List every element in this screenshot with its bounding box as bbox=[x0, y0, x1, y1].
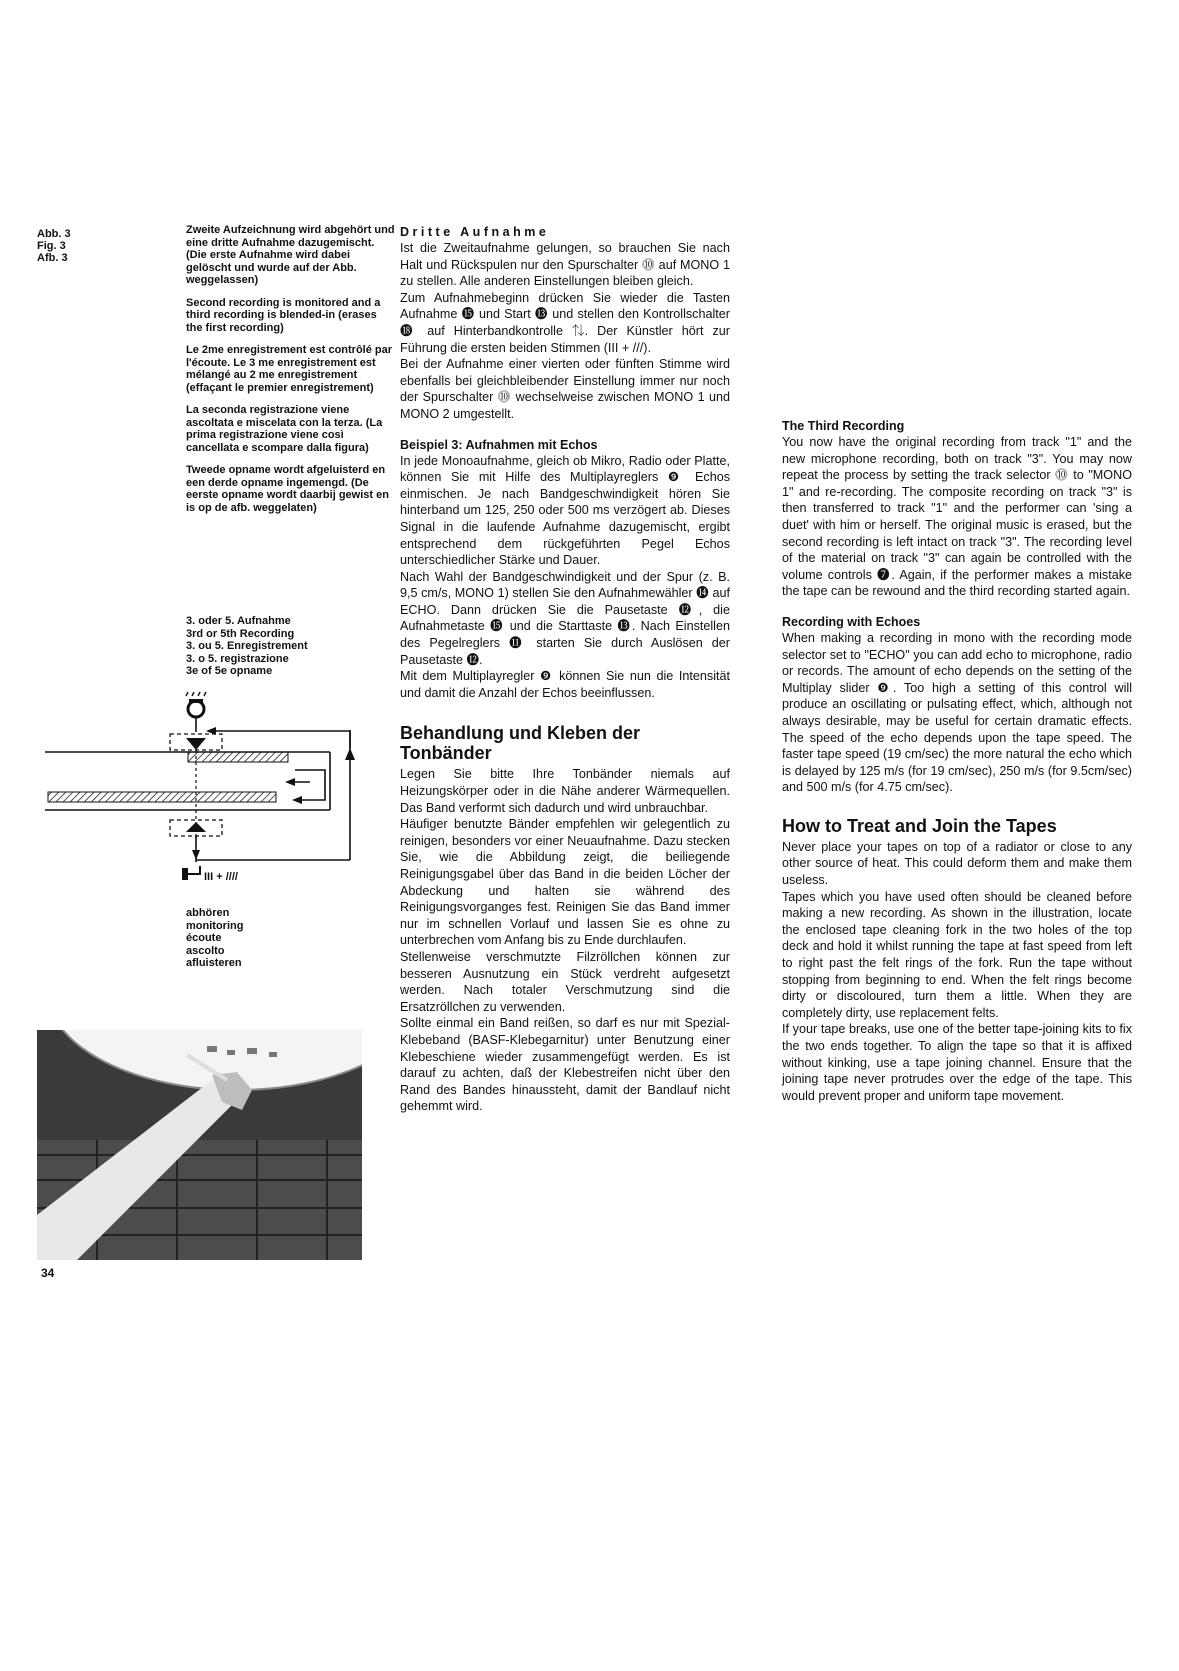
monitor-label-en: monitoring bbox=[186, 919, 244, 932]
monitor-label-it: ascolto bbox=[186, 944, 225, 957]
monitor-label-nl: afluisteren bbox=[186, 957, 242, 969]
section-heading-echo-en: Recording with Echoes bbox=[782, 614, 921, 629]
track-label-fr: 3. ou 5. Enregistrement bbox=[186, 640, 308, 652]
paragraph: Bei der Aufnahme einer vierten oder fünften Stimme wird ebenfalls bei gleichbleibender Einstellung immer nur noch der Spurschalter ⓾ wechselweise zwischen MONO 1 und MONO 2 umgestellt. bbox=[400, 357, 730, 421]
headphones-icon bbox=[182, 866, 200, 880]
track-label-it: 3. o 5. registrazione bbox=[186, 652, 289, 665]
section-heading-tapes-de: Behandlung und Kleben der Tonbänder bbox=[400, 723, 641, 764]
page-number: 34 bbox=[41, 1266, 55, 1280]
figure-label bbox=[37, 228, 97, 264]
track-labels bbox=[186, 615, 396, 678]
paragraph: Stellenweise verschmutzte Filzröllchen können zur besseren Ausnutzung ein Stück verdreht aufgesetzt werden. Nach totaler Verschmutzung sind die Ersatzröllchen zu verwenden. bbox=[400, 949, 730, 1014]
track-label-de: 3. oder 5. Aufnahme bbox=[186, 615, 291, 627]
caption-de: Zweite Aufzeichnung wird abgehört und eine dritte Aufnahme dazugemischt. (Die erste Aufnahme wird dabei gelöscht und wurde auf der Abb. weggelassen) bbox=[186, 224, 395, 286]
section-heading-third-recording-de: Dritte Aufnahme bbox=[400, 225, 550, 239]
monitor-label-fr: écoute bbox=[186, 932, 222, 944]
paragraph: You now have the original recording from track "1" and the new microphone recording, both on track "3". You may now repeat the process by setting the track selector ⓾ to "MONO 1" and re-recording. The composite recording on track "3" is then transferred to track "1" and the performer can 'sing a duet' with him or herself. The original music is erased, but the second recording is left intact on track "3". The recording level of the material on track "3" can again be controlled with the volume controls ❼. Again, if the performer makes a mistake the tape can be rewound and the third recording started again. bbox=[782, 435, 1132, 599]
monitor-label-de: abhören bbox=[186, 907, 230, 919]
paragraph: Ist die Zweitaufnahme gelungen, so brauchen Sie nach Halt und Rückspulen nur den Spurschalter ⓾ auf MONO 1 zu stellen. Alle anderen Einstellungen bleiben gleich. bbox=[400, 241, 730, 289]
section-heading-echo-de: Beispiel 3: Aufnahmen mit Echos bbox=[400, 437, 598, 452]
track-label-en: 3rd or 5th Recording bbox=[186, 627, 295, 640]
paragraph: Zum Aufnahmebeginn drücken Sie wieder die Tasten Aufnahme ⓯ und Start ⓭ und stellen den Kontrollschalter ⓲ auf Hinterbandkontrolle ⇅. Der Künstler hört zur Führung die ersten beiden Stimmen (III + ///). bbox=[400, 290, 730, 355]
track-strip-upper bbox=[188, 752, 288, 762]
english-column bbox=[782, 418, 1132, 1104]
paragraph: Never place your tapes on top of a radiator or close to any other source of heat. This could deform them and make them useless. bbox=[782, 839, 1132, 888]
paragraph: Sollte einmal ein Band reißen, so darf es nur mit Spezial-Klebeband (BASF-Klebegarnitur) unter Benutzung einer Klebeschiene wieder zusammengefügt werden. Es ist darauf zu achten, daß der Klebestreifen nicht über den Rand des Bandes hinaussteht, damit der Bandlauf nicht gehemmt wird. bbox=[400, 1016, 730, 1114]
caption-nl: Tweede opname wordt afgeluisterd en een derde opname ingemengd. (De eerste opname wordt daarbij gewist en is op de afb. weggelaten) bbox=[186, 464, 389, 514]
section-heading-tapes-en: How to Treat and Join the Tapes bbox=[782, 815, 1057, 836]
german-column bbox=[400, 224, 730, 1115]
tape-cleaning-photo bbox=[37, 1030, 362, 1260]
figure-label-nl: Afb. 3 bbox=[37, 252, 68, 264]
figure-label-de: Abb. 3 bbox=[37, 228, 71, 240]
section-heading-third-recording-en: The Third Recording bbox=[782, 419, 905, 433]
paragraph: If your tape breaks, use one of the better tape-joining kits to fix the two ends together. To align the tape so that it is affixed without kinking, use a tape joining channel. Ensure that the joining tape never protrudes over the edge of the tape. This would prevent proper and uniform tape movement. bbox=[782, 1022, 1132, 1103]
caption-en: Second recording is monitored and a third recording is blended-in (erases the first recording) bbox=[186, 296, 381, 334]
paragraph: Häufiger benutzte Bänder empfehlen wir gelegentlich zu reinigen, besonders vor einer Neuaufnahme. Dazu stecken Sie, wie die Abbildung zeigt, die beiliegende Reinigungsgabel über das Band in die beiden Löcher der Abdeckung und halten sie während des Reinigungsvorganges fest. Reinigen Sie das Band immer nur im schnellen Vorlauf und lassen Sie es ohne zu unterbrechen vom Anfang bis zu Ende durchlaufen. bbox=[400, 817, 730, 948]
tape-track-diagram bbox=[40, 690, 390, 900]
paragraph: When making a recording in mono with the recording mode selector set to "ECHO" you can add echo to microphone, radio or records. The amount of echo depends on the setting of the Multiplay slider ❾. Too high a setting of this control will produce an oscillating or pulsating effect, which, although not always desirable, may be useful for certain dramatic effects. The speed of the echo depends upon the tape speed. The faster tape speed (19 cm/sec) the more natural the echo which is delayed by 125 m/s (for 19 cm/sec), 250 m/s (for 9.5cm/sec) and 500 m/s (for 4.75 cm/sec). bbox=[782, 630, 1132, 795]
caption-it: La seconda registrazione viene ascoltata e miscelata con la terza. (La prima registrazione viene così cancellata e scompare dalla figura) bbox=[186, 404, 383, 454]
paragraph: In jede Monoaufnahme, gleich ob Mikro, Radio oder Platte, können Sie mit Hilfe des Multiplayreglers ❾ Echos einmischen. Je nach Bandgeschwindigkeit hören Sie hinterband um 125, 250 oder 500 ms verzögert ab. Dieses Signal in die laufende Aufnahme dazugemischt, ergibt entsprechend dem rückgeführten Pegel Echos unterschiedlicher Stärke und Dauer. bbox=[400, 453, 730, 568]
figure-label-en: Fig. 3 bbox=[37, 240, 66, 252]
paragraph: Nach Wahl der Bandgeschwindigkeit und der Spur (z. B. 9,5 cm/s, MONO 1) stellen Sie den Aufnahmewähler ⓮ auf ECHO. Dann drücken Sie die Pausetaste ⓬, die Aufnahmetaste ⓯ und die Starttaste ⓭. Nach Einstellen des Pegelreglers ⓫ starten Sie durch Auslösen der Pausetaste ⓬. bbox=[400, 569, 730, 667]
paragraph: Legen Sie bitte Ihre Tonbänder niemals auf Heizungskörper oder in die Nähe anderer Wärmequellen. Das Band verformt sich dadurch und wird unbrauchbar. bbox=[400, 767, 730, 815]
track-strip-lower bbox=[48, 792, 276, 802]
paragraph: Mit dem Multiplayregler ❾ können Sie nun die Intensität und damit die Anzahl der Echos beeinflussen. bbox=[400, 669, 730, 700]
figure-captions bbox=[186, 224, 396, 524]
paragraph: Tapes which you have used often should be cleaned before making a new recording. As shown in the illustration, locate the enclosed tape cleaning fork in the two holes of the top deck and hold it whilst running the tape at fast speed from left to right past the felt rings of the fork. Run the tape without stopping from beginning to end. When the felt rings become dirty or discoloured, turn them a little. When they are completely dirty, use replacement felts. bbox=[782, 889, 1132, 1020]
microphone-icon bbox=[186, 692, 206, 717]
caption-fr: Le 2me enregistrement est contrôlé par l'écoute. Le 3 me enregistrement est mélangé au 2 me enregistrement (effaçant le premier enregistrement) bbox=[186, 344, 393, 394]
monitor-labels bbox=[186, 907, 306, 970]
track-marks: III + //// bbox=[204, 871, 238, 883]
track-label-nl: 3e of 5e opname bbox=[186, 665, 273, 677]
